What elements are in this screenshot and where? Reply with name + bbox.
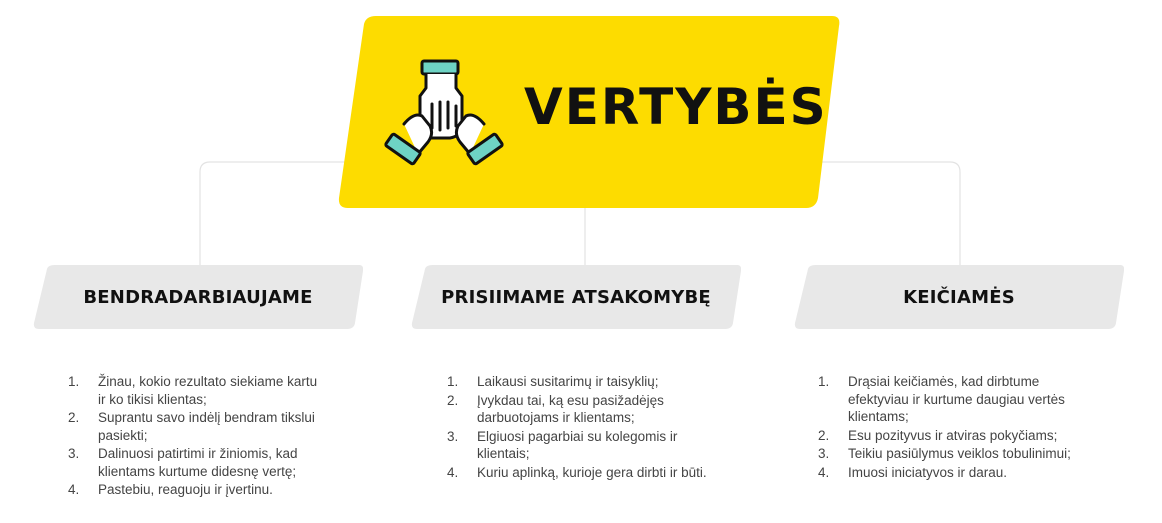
list-number: 4. [68,482,80,497]
hands-together-icon [384,56,504,176]
list-number: 2. [818,427,830,443]
list-number: 1. [447,374,459,389]
list-text: Dalinuosi patirtimi ir žiniomis, kad klientams kurtume didesnę vertę; [98,446,298,479]
list-keiciames [818,373,1084,482]
list-item [818,373,1084,426]
card-heading: PRISIIMAME ATSAKOMYBĘ [441,286,711,308]
list-item [818,464,1084,482]
list-item [68,409,328,444]
list-bendradarbiaujame [68,373,328,500]
list-number: 3. [68,446,80,461]
list-text: Kuriu aplinką, kurioje gera dirbti ir būti. [477,464,707,480]
list-text: Suprantu savo indėlį bendram tikslui pasiekti; [98,410,315,443]
list-number: 2. [68,410,80,425]
list-text: Laikausi susitarimų ir taisyklių; [477,374,659,389]
list-item [818,445,1084,463]
list-number: 3. [447,428,459,444]
list-item [818,427,1084,445]
list-text: Įvykdau tai, ką esu pasižadėjęs darbuotojams ir klientams; [477,392,664,425]
list-item [447,373,709,391]
list-text: Esu pozityvus ir atviras pokyčiams; [848,427,1058,443]
list-text: Imuosi iniciatyvos ir darau. [848,464,1008,480]
list-number: 4. [447,464,459,480]
list-number: 1. [68,374,80,389]
list-item [68,445,328,480]
page-title: VERTYBĖS [524,78,828,136]
list-number: 3. [818,446,830,461]
list-number: 4. [818,464,830,480]
list-number: 1. [818,374,830,389]
list-item [447,392,709,427]
card-heading: BENDRADARBIAUJAME [83,286,313,308]
list-text: Drąsiai keičiamės, kad dirbtume efektyviau ir kurtume daugiau vertės klientams; [848,374,1065,424]
card-heading: KEIČIAMĖS [903,286,1015,308]
list-item [447,464,709,482]
card-prisiimame-atsakomybe [411,265,741,329]
list-number: 2. [447,392,459,408]
list-item [68,373,328,408]
card-keiciames [794,265,1124,329]
list-item [68,481,328,499]
list-prisiimame-atsakomybe [447,373,709,482]
list-text: Žinau, kokio rezultato siekiame kartu ir ko tikisi klientas; [98,374,318,407]
card-bendradarbiaujame [33,265,363,329]
list-text: Pastebiu, reaguoju ir įvertinu. [98,482,273,497]
title-block [336,16,840,208]
list-text: Elgiuosi pagarbiai su kolegomis ir klientais; [477,428,678,461]
list-text: Teikiu pasiūlymus veiklos tobulinimui; [848,446,1071,461]
list-item [447,428,709,463]
